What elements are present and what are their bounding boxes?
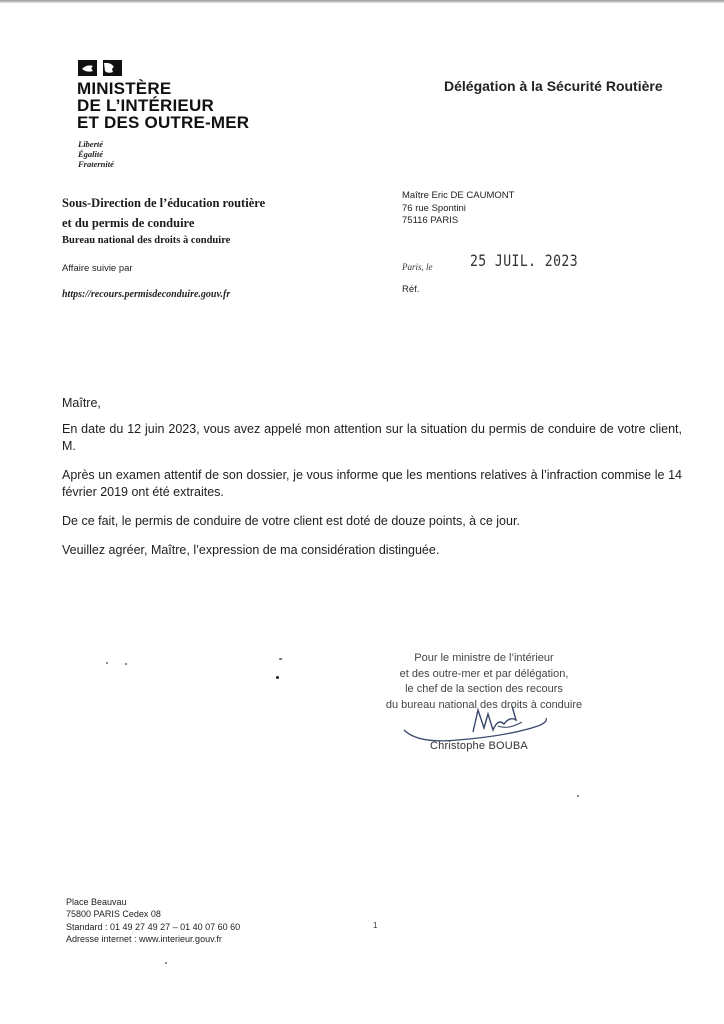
sender-line: et du permis de conduire — [62, 216, 195, 230]
recipient-line: 75116 PARIS — [402, 215, 459, 226]
scan-speck — [276, 676, 279, 679]
scan-speck — [106, 662, 108, 664]
ministry-line: DE L’INTÉRIEUR — [77, 96, 214, 115]
scan-speck — [577, 795, 579, 797]
delegation-title: Délégation à la Sécurité Routière — [444, 78, 663, 94]
footer-line: Standard : 01 49 27 49 27 – 01 40 07 60 60 — [66, 921, 241, 932]
motto-line: Fraternité — [78, 159, 114, 169]
ministry-line: MINISTÈRE — [77, 79, 172, 98]
body-paragraph: En date du 12 juin 2023, vous avez appelé mon attention sur la situation du permis de conduire de votre client, M. — [62, 422, 682, 453]
body-paragraph: Après un examen attentif de son dossier, je vous informe que les mentions relatives à l’infraction commise le 14 février 2019 ont été extraites. — [62, 468, 682, 499]
signature-line: le chef de la section des recours — [405, 683, 563, 695]
footer-address — [66, 896, 240, 945]
motto-line: Égalité — [78, 149, 104, 159]
reference-label: Réf. — [402, 284, 420, 295]
signature-line: Pour le ministre de l’intérieur — [414, 652, 554, 664]
republic-motto — [78, 139, 114, 169]
footer-line: Adresse internet : www.interieur.gouv.fr — [66, 933, 222, 944]
scan-speck — [125, 663, 127, 665]
signature-line: et des outre-mer et par délégation, — [399, 667, 569, 680]
sender-line: Sous-Direction de l’éducation routière — [62, 196, 266, 210]
recipient-line: Maître Eric DE CAUMONT — [402, 190, 515, 201]
body-paragraph: Veuillez agréer, Maître, l’expression de ma considération distinguée. — [62, 543, 440, 557]
place-label: Paris, le — [402, 262, 433, 272]
sender-department — [62, 193, 265, 249]
greeting: Maître, — [62, 396, 101, 410]
sender-bureau: Bureau national des droits à conduire — [62, 235, 231, 246]
ministry-line: ET DES OUTRE-MER — [77, 113, 250, 132]
recours-link[interactable]: https://recours.permisdeconduire.gouv.fr — [62, 289, 231, 300]
scan-speck — [279, 658, 282, 660]
body-paragraph: De ce fait, le permis de conduire de votre client est doté de douze points, à ce jour. — [62, 514, 520, 528]
recipient-address — [402, 190, 514, 228]
affaire-label: Affaire suivie par — [62, 263, 133, 274]
date-stamp: 25 JUIL. 2023 — [470, 251, 579, 270]
scan-speck — [165, 962, 167, 964]
motto-line: Liberté — [78, 139, 104, 149]
ministry-name — [77, 80, 249, 131]
marianne-logo-icon — [78, 60, 122, 76]
signature-line: du bureau national des droits à conduire — [385, 698, 583, 711]
signatory-name: Christophe BOUBA — [430, 740, 528, 752]
scan-edge — [0, 0, 724, 3]
page-number: 1 — [373, 921, 378, 930]
footer-line: Place Beauvau — [66, 897, 127, 907]
recipient-line: 76 rue Spontini — [402, 202, 466, 214]
footer-line: 75800 PARIS Cedex 08 — [66, 909, 161, 920]
letter-body — [62, 395, 682, 571]
